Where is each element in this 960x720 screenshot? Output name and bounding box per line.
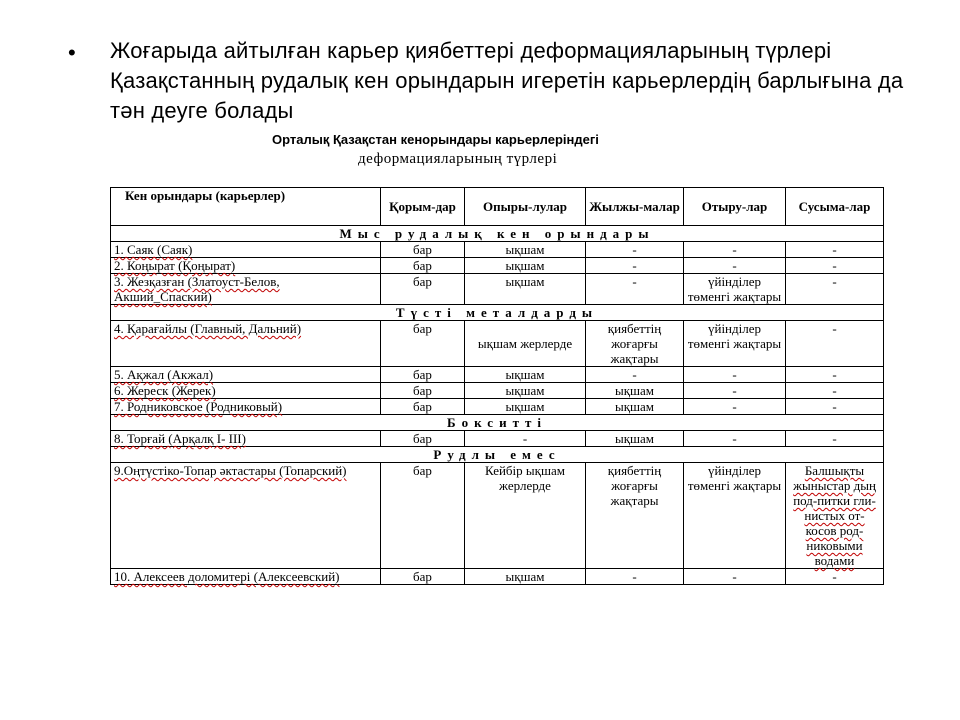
header-sliding: Сусыма-лар (786, 188, 884, 226)
cell-collapses: ықшам (465, 258, 586, 274)
deposit-name: 9.Оңтүстіко-Топар әктастары (Топарский) (111, 463, 381, 569)
cell-collapses: ықшам (465, 569, 586, 585)
table-row (111, 383, 884, 399)
cell-subsidence: үйінділер төменгі жақтары (684, 274, 786, 305)
cell-sliding: Балшықты жыныстар дың под-питки гли-нистых от-косов род-никовыми водами (786, 463, 884, 569)
cell-slides: ықшам (586, 399, 684, 415)
cell-subsidence: - (684, 431, 786, 447)
group-label: Бокситті (111, 415, 884, 431)
cell-koryms: бар (381, 431, 465, 447)
cell-collapses: ықшам (465, 399, 586, 415)
bullet-paragraph (68, 36, 918, 126)
table-row (111, 274, 884, 305)
cell-slides: ықшам (586, 431, 684, 447)
group-row (111, 415, 884, 431)
cell-collapses: ықшам (465, 367, 586, 383)
group-label: Рудлы емес (111, 447, 884, 463)
cell-collapses: ықшам (465, 383, 586, 399)
cell-subsidence: - (684, 242, 786, 258)
deposit-name: 2. Коңырат (Қоңырат) (111, 258, 381, 274)
cell-collapses: ықшам (465, 242, 586, 258)
table-row (111, 321, 884, 367)
cell-koryms: бар (381, 321, 465, 367)
cell-collapses: - (465, 431, 586, 447)
bullet-dot: • (68, 40, 76, 65)
cell-subsidence: - (684, 569, 786, 585)
deposit-name: 7. Родниковское (Родниковый) (111, 399, 381, 415)
table-row (111, 463, 884, 569)
cell-koryms: бар (381, 569, 465, 585)
deposit-name: 4. Қарағайлы (Главный, Дальний) (111, 321, 381, 367)
table-row (111, 399, 884, 415)
group-label: Түсті металдарды (111, 305, 884, 321)
table-row (111, 367, 884, 383)
header-slides: Жылжы-малар (586, 188, 684, 226)
cell-subsidence: - (684, 383, 786, 399)
deposit-name: 1. Саяк (Саяк) (111, 242, 381, 258)
cell-koryms: бар (381, 258, 465, 274)
bullet-text: Жоғарыда айтылған карьер қиябеттері деформацияларының түрлері Қазақстанның рудалық кен орындарын игеретін карьерлердің барлығына да тән деуге болады (110, 38, 904, 123)
deposit-name: 10. Алексеев доломитері (Алексеевский) (111, 569, 381, 585)
cell-subsidence: - (684, 367, 786, 383)
table-row (111, 258, 884, 274)
cell-collapses: ықшам (465, 274, 586, 305)
cell-collapses: ықшам жерлерде (465, 321, 586, 367)
header-subsidence: Отыру-лар (684, 188, 786, 226)
header-collapses: Опыры-лулар (465, 188, 586, 226)
group-row (111, 305, 884, 321)
cell-sliding: - (786, 321, 884, 367)
group-row (111, 447, 884, 463)
cell-slides: - (586, 367, 684, 383)
cell-subsidence: - (684, 399, 786, 415)
deposit-name: 3. Жезқазған (Златоуст-Белов, Акший_Спаский) (111, 274, 381, 305)
cell-slides: - (586, 569, 684, 585)
cell-koryms: бар (381, 463, 465, 569)
cell-koryms: бар (381, 383, 465, 399)
group-label: Мыс рудалық кен орындары (111, 226, 884, 242)
cell-subsidence: - (684, 258, 786, 274)
cell-koryms: бар (381, 274, 465, 305)
header-koryms: Қорым-дар (381, 188, 465, 226)
deformation-table (110, 187, 884, 585)
cell-sliding: - (786, 242, 884, 258)
header-deposits: Кен орындары (карьерлер) (111, 188, 381, 226)
cell-sliding: - (786, 258, 884, 274)
cell-sliding: - (786, 431, 884, 447)
cell-koryms: бар (381, 399, 465, 415)
cell-subsidence: үйінділер төменгі жақтары (684, 463, 786, 569)
table-row (111, 431, 884, 447)
cell-sliding: - (786, 367, 884, 383)
cell-sliding: - (786, 383, 884, 399)
group-row (111, 226, 884, 242)
table-row (111, 569, 884, 585)
deposit-name: 5. Ақжал (Акжал) (111, 367, 381, 383)
header-row (111, 188, 884, 226)
cell-koryms: бар (381, 242, 465, 258)
cell-sliding: - (786, 569, 884, 585)
cell-slides: - (586, 242, 684, 258)
cell-slides: қиябеттің жоғарғы жақтары (586, 463, 684, 569)
cell-subsidence: үйінділер төменгі жақтары (684, 321, 786, 367)
cell-slides: - (586, 258, 684, 274)
cell-slides: - (586, 274, 684, 305)
cell-collapses: Кейбір ықшам жерлерде (465, 463, 586, 569)
table-title: Орталық Қазақстан кенорындары карьерлеріндегі (272, 132, 599, 147)
table-row (111, 242, 884, 258)
cell-slides: ықшам (586, 383, 684, 399)
cell-sliding: - (786, 274, 884, 305)
deposit-name: 6. Жереск (Жерек) (111, 383, 381, 399)
cell-slides: қиябеттің жоғарғы жақтары (586, 321, 684, 367)
table-title-line2: деформацияларының түрлері (358, 151, 558, 167)
cell-koryms: бар (381, 367, 465, 383)
deposit-name: 8. Торғай (Арқалқ I- III) (111, 431, 381, 447)
cell-sliding: - (786, 399, 884, 415)
